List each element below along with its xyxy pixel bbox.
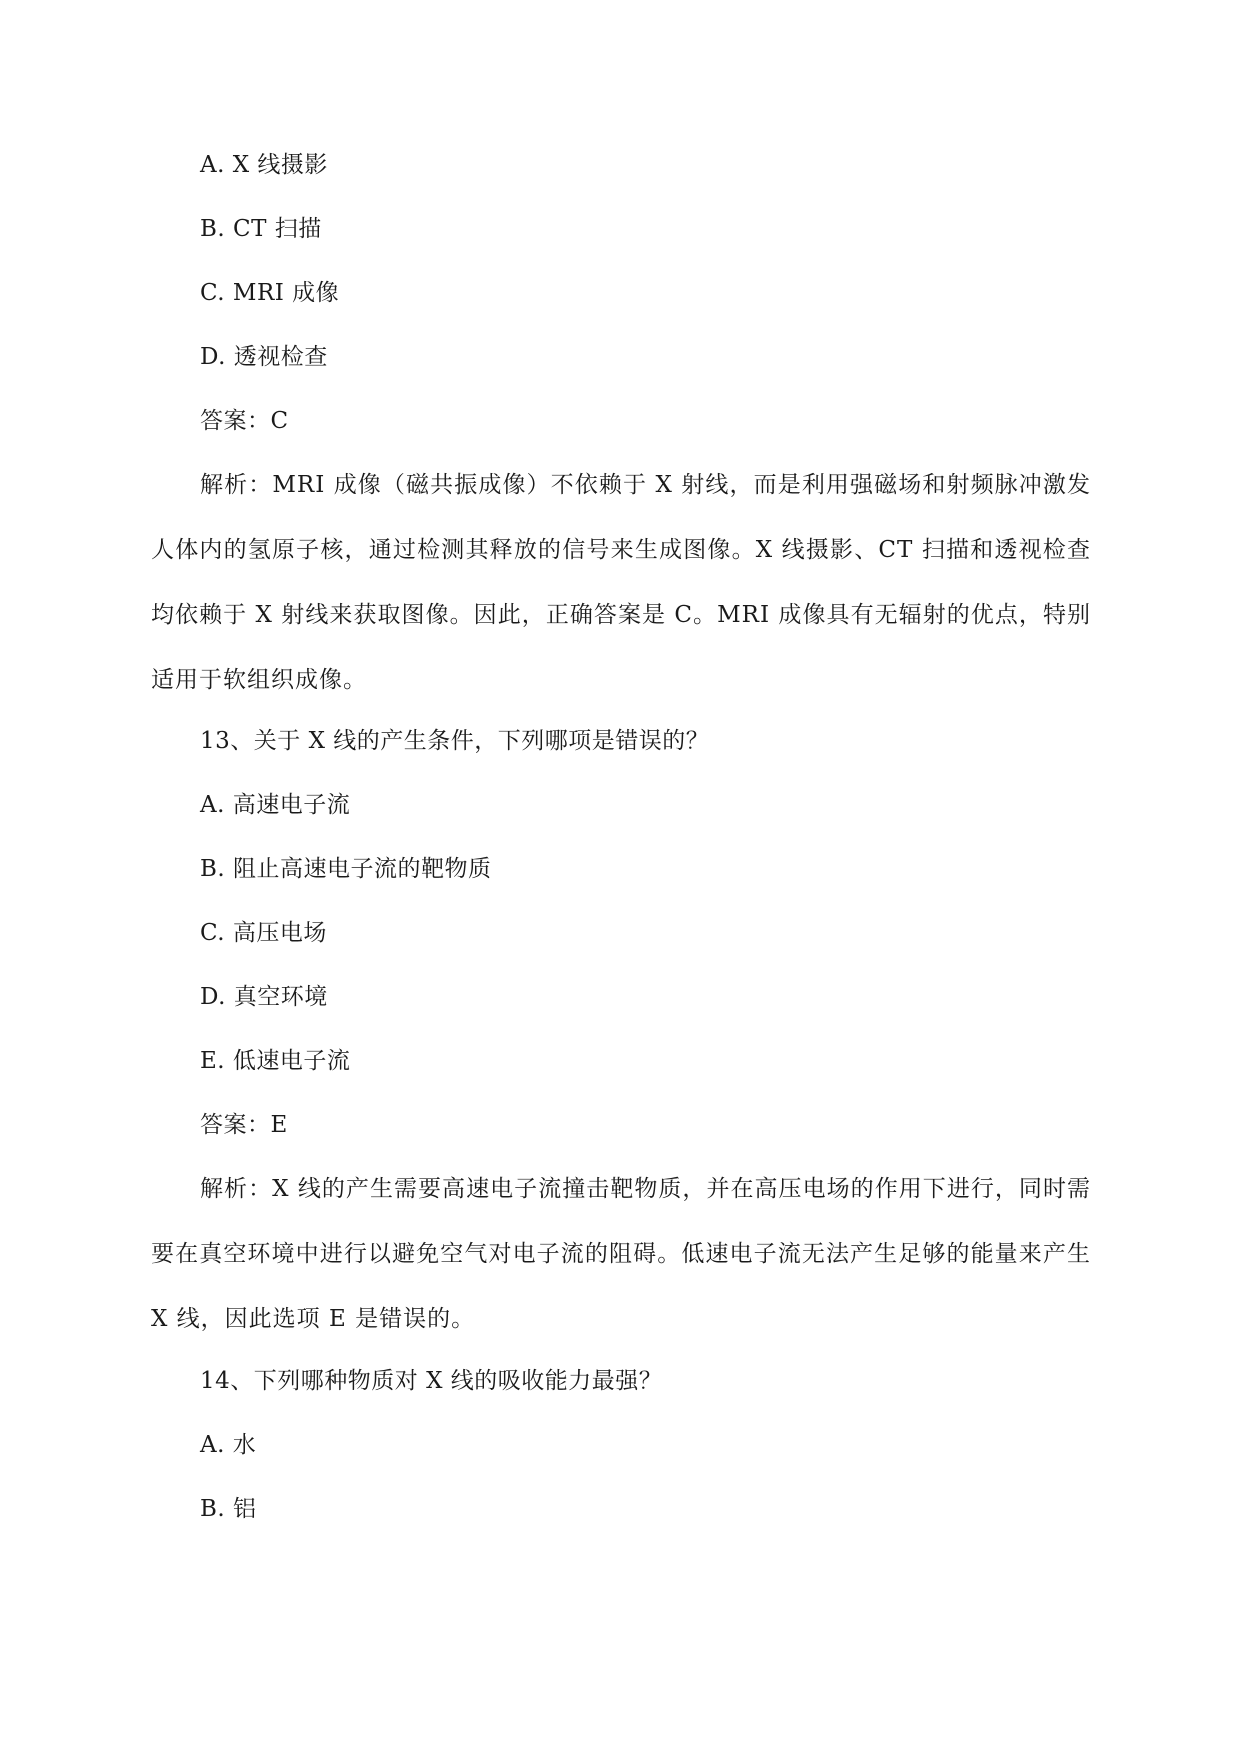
q13-option-e: E. 低速电子流: [200, 1048, 351, 1074]
q12-analysis: 解析：MRI 成像（磁共振成像）不依赖于 X 射线，而是利用强磁场和射频脉冲激发人体内的氢原子核，通过检测其释放的信号来生成图像。X 线摄影、CT 扫描和透视检查均依赖于 X 射线来获取图像。因此，正确答案是 C。MRI 成像具有无辐射的优点，特别适用于软组织成像。: [151, 472, 1091, 693]
q12-answer: 答案：C: [200, 408, 289, 434]
q12-option-d: D. 透视检查: [200, 344, 328, 370]
q13-option-a: A. 高速电子流: [200, 792, 351, 818]
q13-option-d: D. 真空环境: [200, 984, 328, 1010]
q14-option-a: A. 水: [200, 1432, 257, 1458]
q12-option-a: A. X 线摄影: [200, 152, 328, 178]
q14-option-b: B. 铝: [200, 1496, 257, 1522]
q12-option-b: B. CT 扫描: [200, 216, 322, 242]
q13-option-b: B. 阻止高速电子流的靶物质: [200, 856, 492, 882]
q13-analysis: 解析：X 线的产生需要高速电子流撞击靶物质，并在高压电场的作用下进行，同时需要在真空环境中进行以避免空气对电子流的阻碍。低速电子流无法产生足够的能量来产生 X 线，因此选项 E 是错误的。: [151, 1176, 1091, 1332]
q13-answer: 答案：E: [200, 1112, 288, 1138]
q12-option-c: C. MRI 成像: [200, 280, 340, 306]
q13-option-c: C. 高压电场: [200, 920, 327, 946]
q14-question: 14、下列哪种物质对 X 线的吸收能力最强？: [200, 1368, 663, 1394]
q13-question: 13、关于 X 线的产生条件，下列哪项是错误的？: [200, 728, 710, 754]
